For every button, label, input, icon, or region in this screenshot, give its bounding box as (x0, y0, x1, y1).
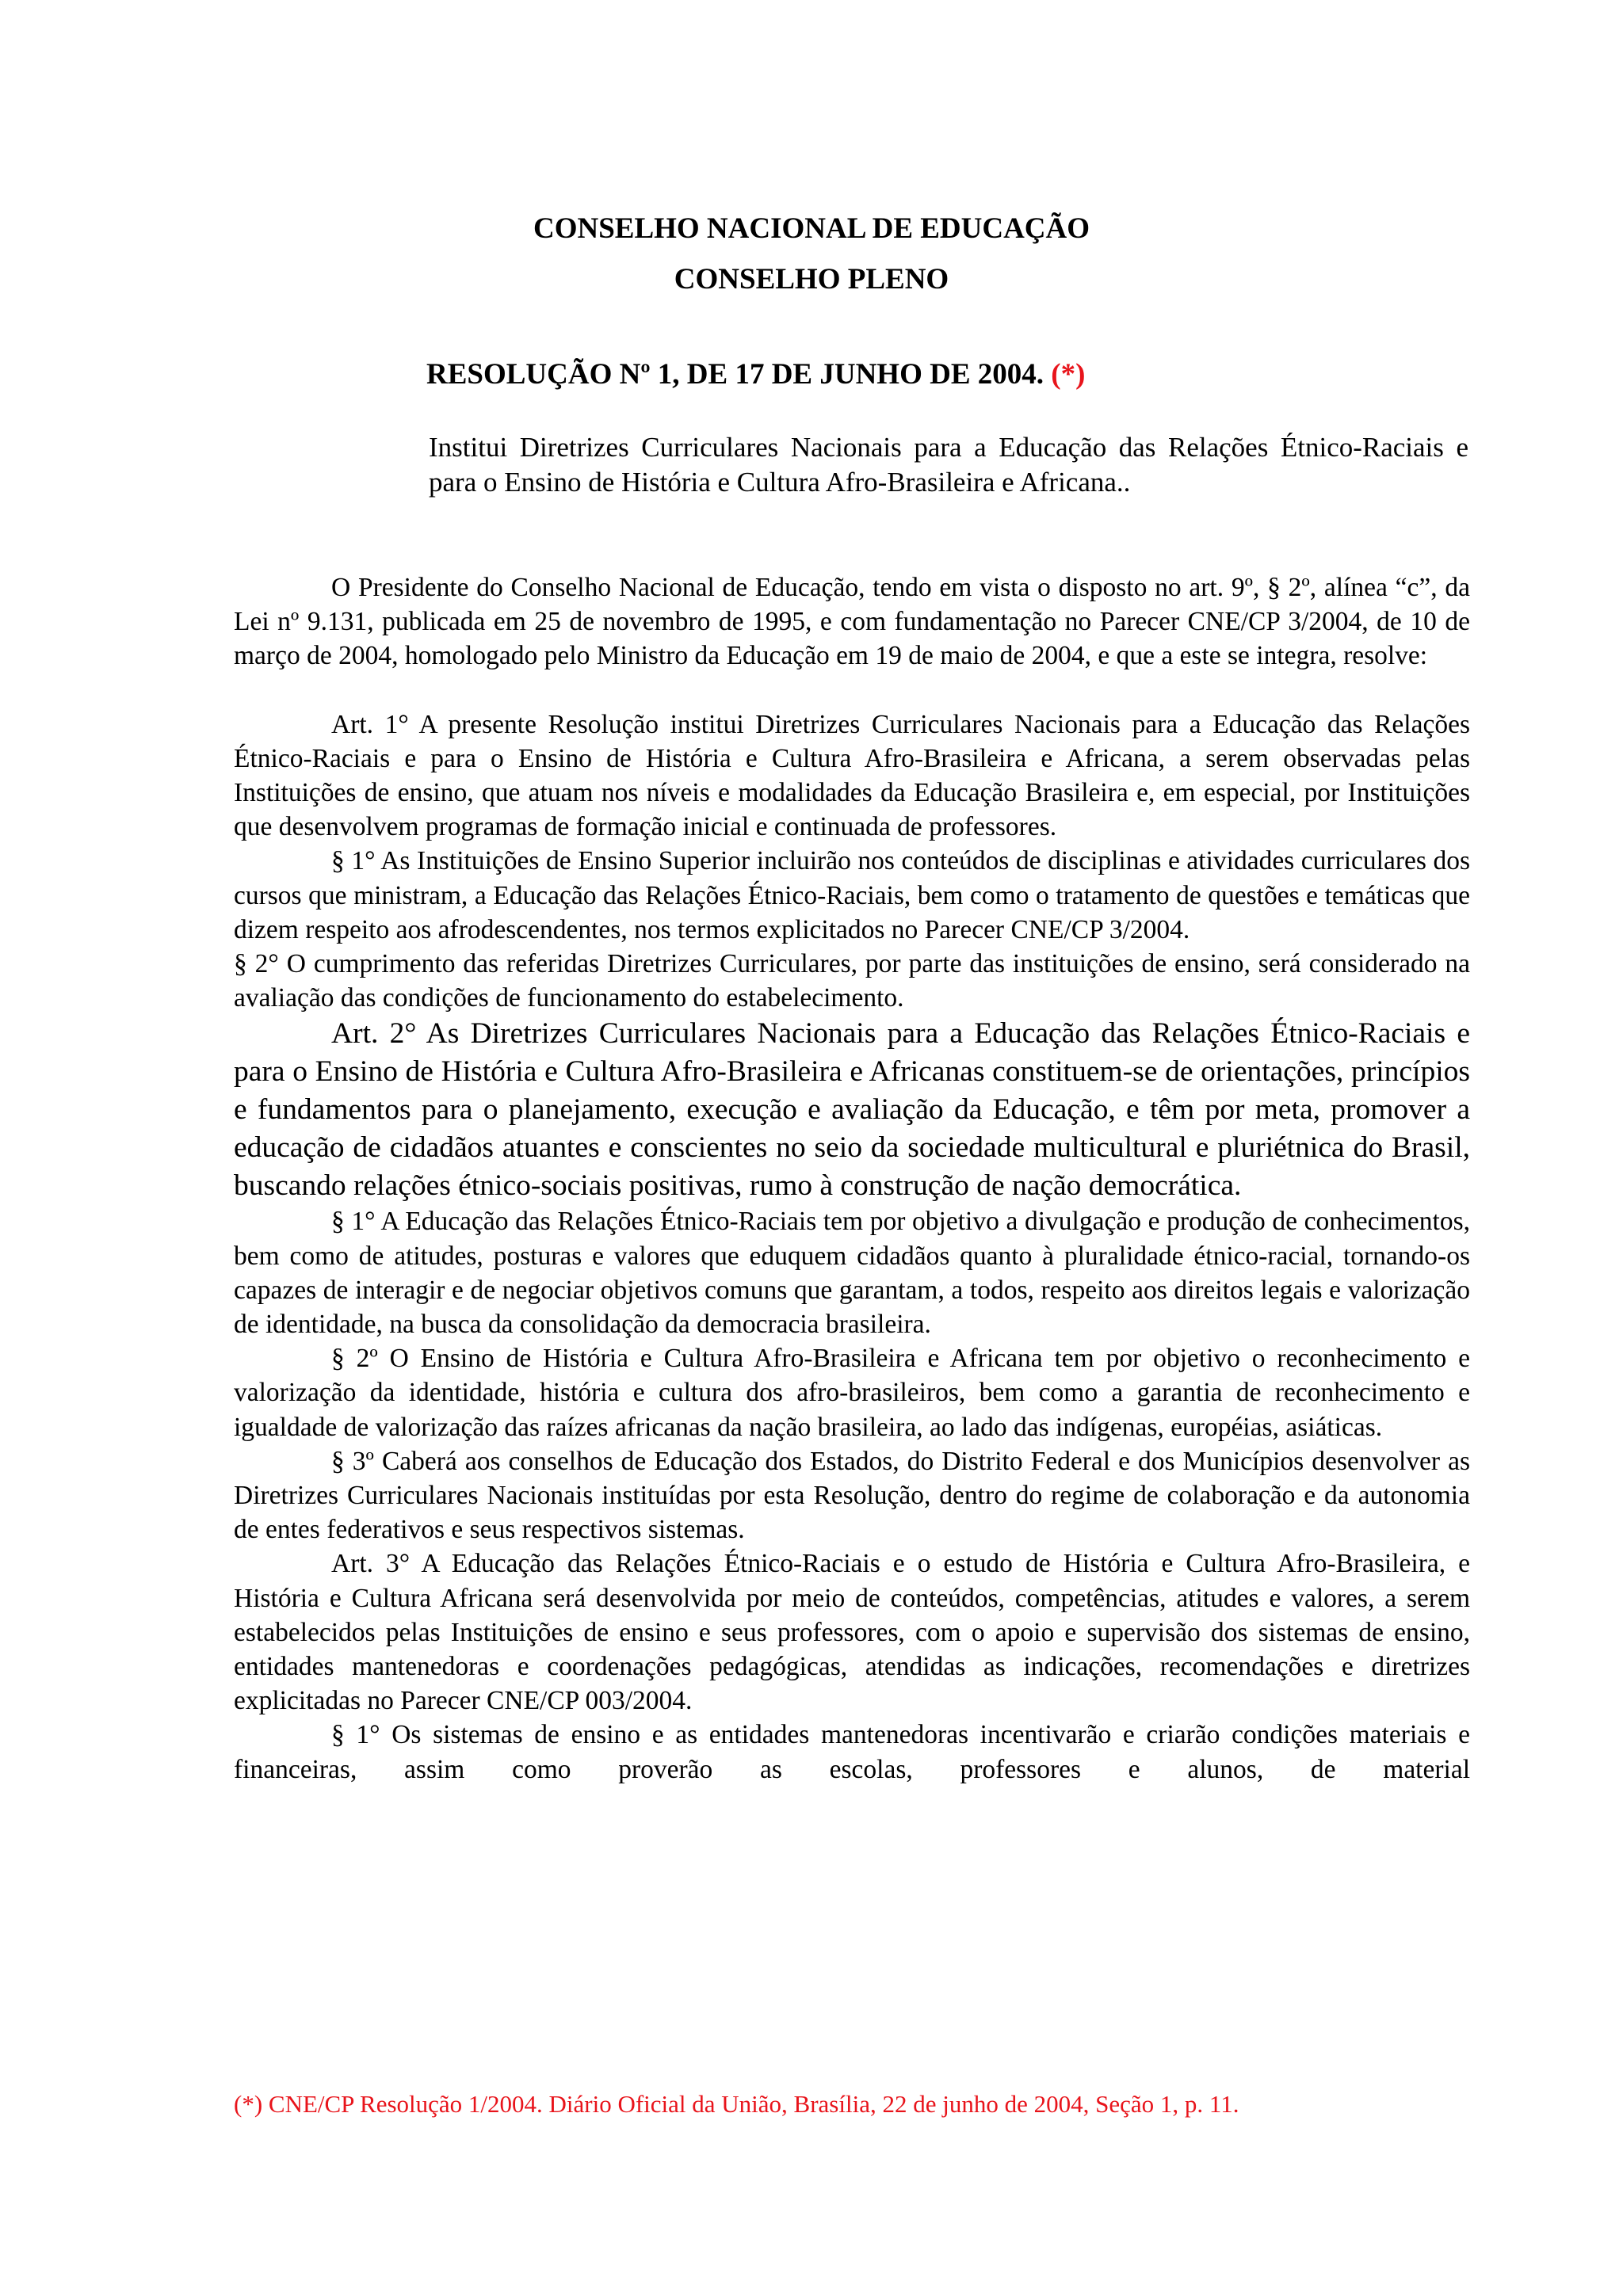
article-3-paragraph-1: § 1° Os sistemas de ensino e as entidades mantenedoras incentivarão e criarão condições materiais e financeiras, assim como proverão as escolas, professores e alunos, de material (234, 1720, 1470, 1784)
article-1: Art. 1° A presente Resolução institui Diretrizes Curriculares Nacionais para a Educação das Relações Étnico-Raciais e para o Ensino de História e Cultura Afro-Brasileira e Africana, a serem observadas pelas Instituições de ensino, que atuam nos níveis e modalidades da Educação Brasileira e, em especial, por Instituições que desenvolvem programas de formação inicial e continuada de professores. (234, 709, 1470, 842)
article-2: Art. 2° As Diretrizes Curriculares Nacionais para a Educação das Relações Étnico-Raciais e para o Ensino de História e Cultura Afro-Brasileira e Africanas constituem-se de orientações, princípios e fundamentos para o planejamento, execução e avaliação da Educação, e têm por meta, promover a educação de cidadãos atuantes e conscientes no seio da sociedade multicultural e pluriétnica do Brasil, buscando relações étnico-sociais positivas, rumo à construção de nação democrática. (234, 1017, 1470, 1202)
org-subtitle: CONSELHO PLENO (674, 263, 949, 296)
article-2-paragraph-1: § 1° A Educação das Relações Étnico-Raciais tem por objetivo a divulgação e produção de conhecimentos, bem como de atitudes, posturas e valores que eduquem cidadãos quanto à pluralidade étnico-racial, tornando-os capazes de interagir e de negociar objetivos comuns que garantam, a todos, respeito aos direitos legais e valorização de identidade, na busca da consolidação da democracia brasileira. (234, 1207, 1470, 1340)
article-2-paragraph-3: § 3º Caberá aos conselhos de Educação dos Estados, do Distrito Federal e dos Municípios desenvolver as Diretrizes Curriculares Nacionais instituídas por esta Resolução, dentro do regime de colaboração e da autonomia de entes federativos e seus respectivos sistemas. (234, 1446, 1470, 1545)
resolution-title-text: RESOLUÇÃO Nº 1, DE 17 DE JUNHO DE 2004. (426, 358, 1044, 391)
article-1-paragraph-2: § 2° O cumprimento das referidas Diretrizes Curriculares, por parte das instituições de ensino, será considerado na avaliação das condições de funcionamento do estabelecimento. (234, 949, 1470, 1013)
resolution-ementa: Institui Diretrizes Curriculares Nacionais para a Educação das Relações Étnico-Raciais e para o Ensino de História e Cultura Afro-Brasileira e Africana.. (429, 432, 1468, 498)
article-3: Art. 3° A Educação das Relações Étnico-Raciais e o estudo de História e Cultura Afro-Brasileira, e História e Cultura Africana será desenvolvida por meio de conteúdos, competências, atitudes e valores, a serem estabelecidos pelas Instituições de ensino e seus professores, com o apoio e supervisão dos sistemas de ensino, entidades mantenedoras e coordenações pedagógicas, atendidas as indicações, recomendações e diretrizes explicitadas no Parecer CNE/CP 003/2004. (234, 1549, 1470, 1716)
footnote: (*) CNE/CP Resolução 1/2004. Diário Oficial da União, Brasília, 22 de junho de 2004, Seção 1, p. 11. (234, 2090, 1239, 2118)
article-1-paragraph-1: § 1° As Instituições de Ensino Superior incluirão nos conteúdos de disciplinas e atividades curriculares dos cursos que ministram, a Educação das Relações Étnico-Raciais, bem como o tratamento de questões e temáticas que dizem respeito aos afrodescendentes, nos termos explicitados no Parecer CNE/CP 3/2004. (234, 846, 1470, 944)
footnote-marker: (*) (1051, 358, 1086, 391)
resolution-body (234, 570, 1470, 1787)
resolution-title (426, 357, 1085, 392)
article-2-paragraph-2: § 2º O Ensino de História e Cultura Afro-Brasileira e Africana tem por objetivo o reconhecimento e valorização da identidade, história e cultura dos afro-brasileiros, bem como a garantia de reconhecimento e igualdade de valorização das raízes africanas da nação brasileira, ao lado das indígenas, européias, asiáticas. (234, 1344, 1470, 1442)
org-title: CONSELHO NACIONAL DE EDUCAÇÃO (533, 212, 1090, 245)
preamble-paragraph: O Presidente do Conselho Nacional de Educação, tendo em vista o disposto no art. 9º, § 2º, alínea “c”, da Lei nº 9.131, publicada em 25 de novembro de 1995, e com fundamentação no Parecer CNE/CP 3/2004, de 10 de março de 2004, homologado pelo Ministro da Educação em 19 de maio de 2004, e que a este se integra, resolve: (234, 573, 1470, 671)
